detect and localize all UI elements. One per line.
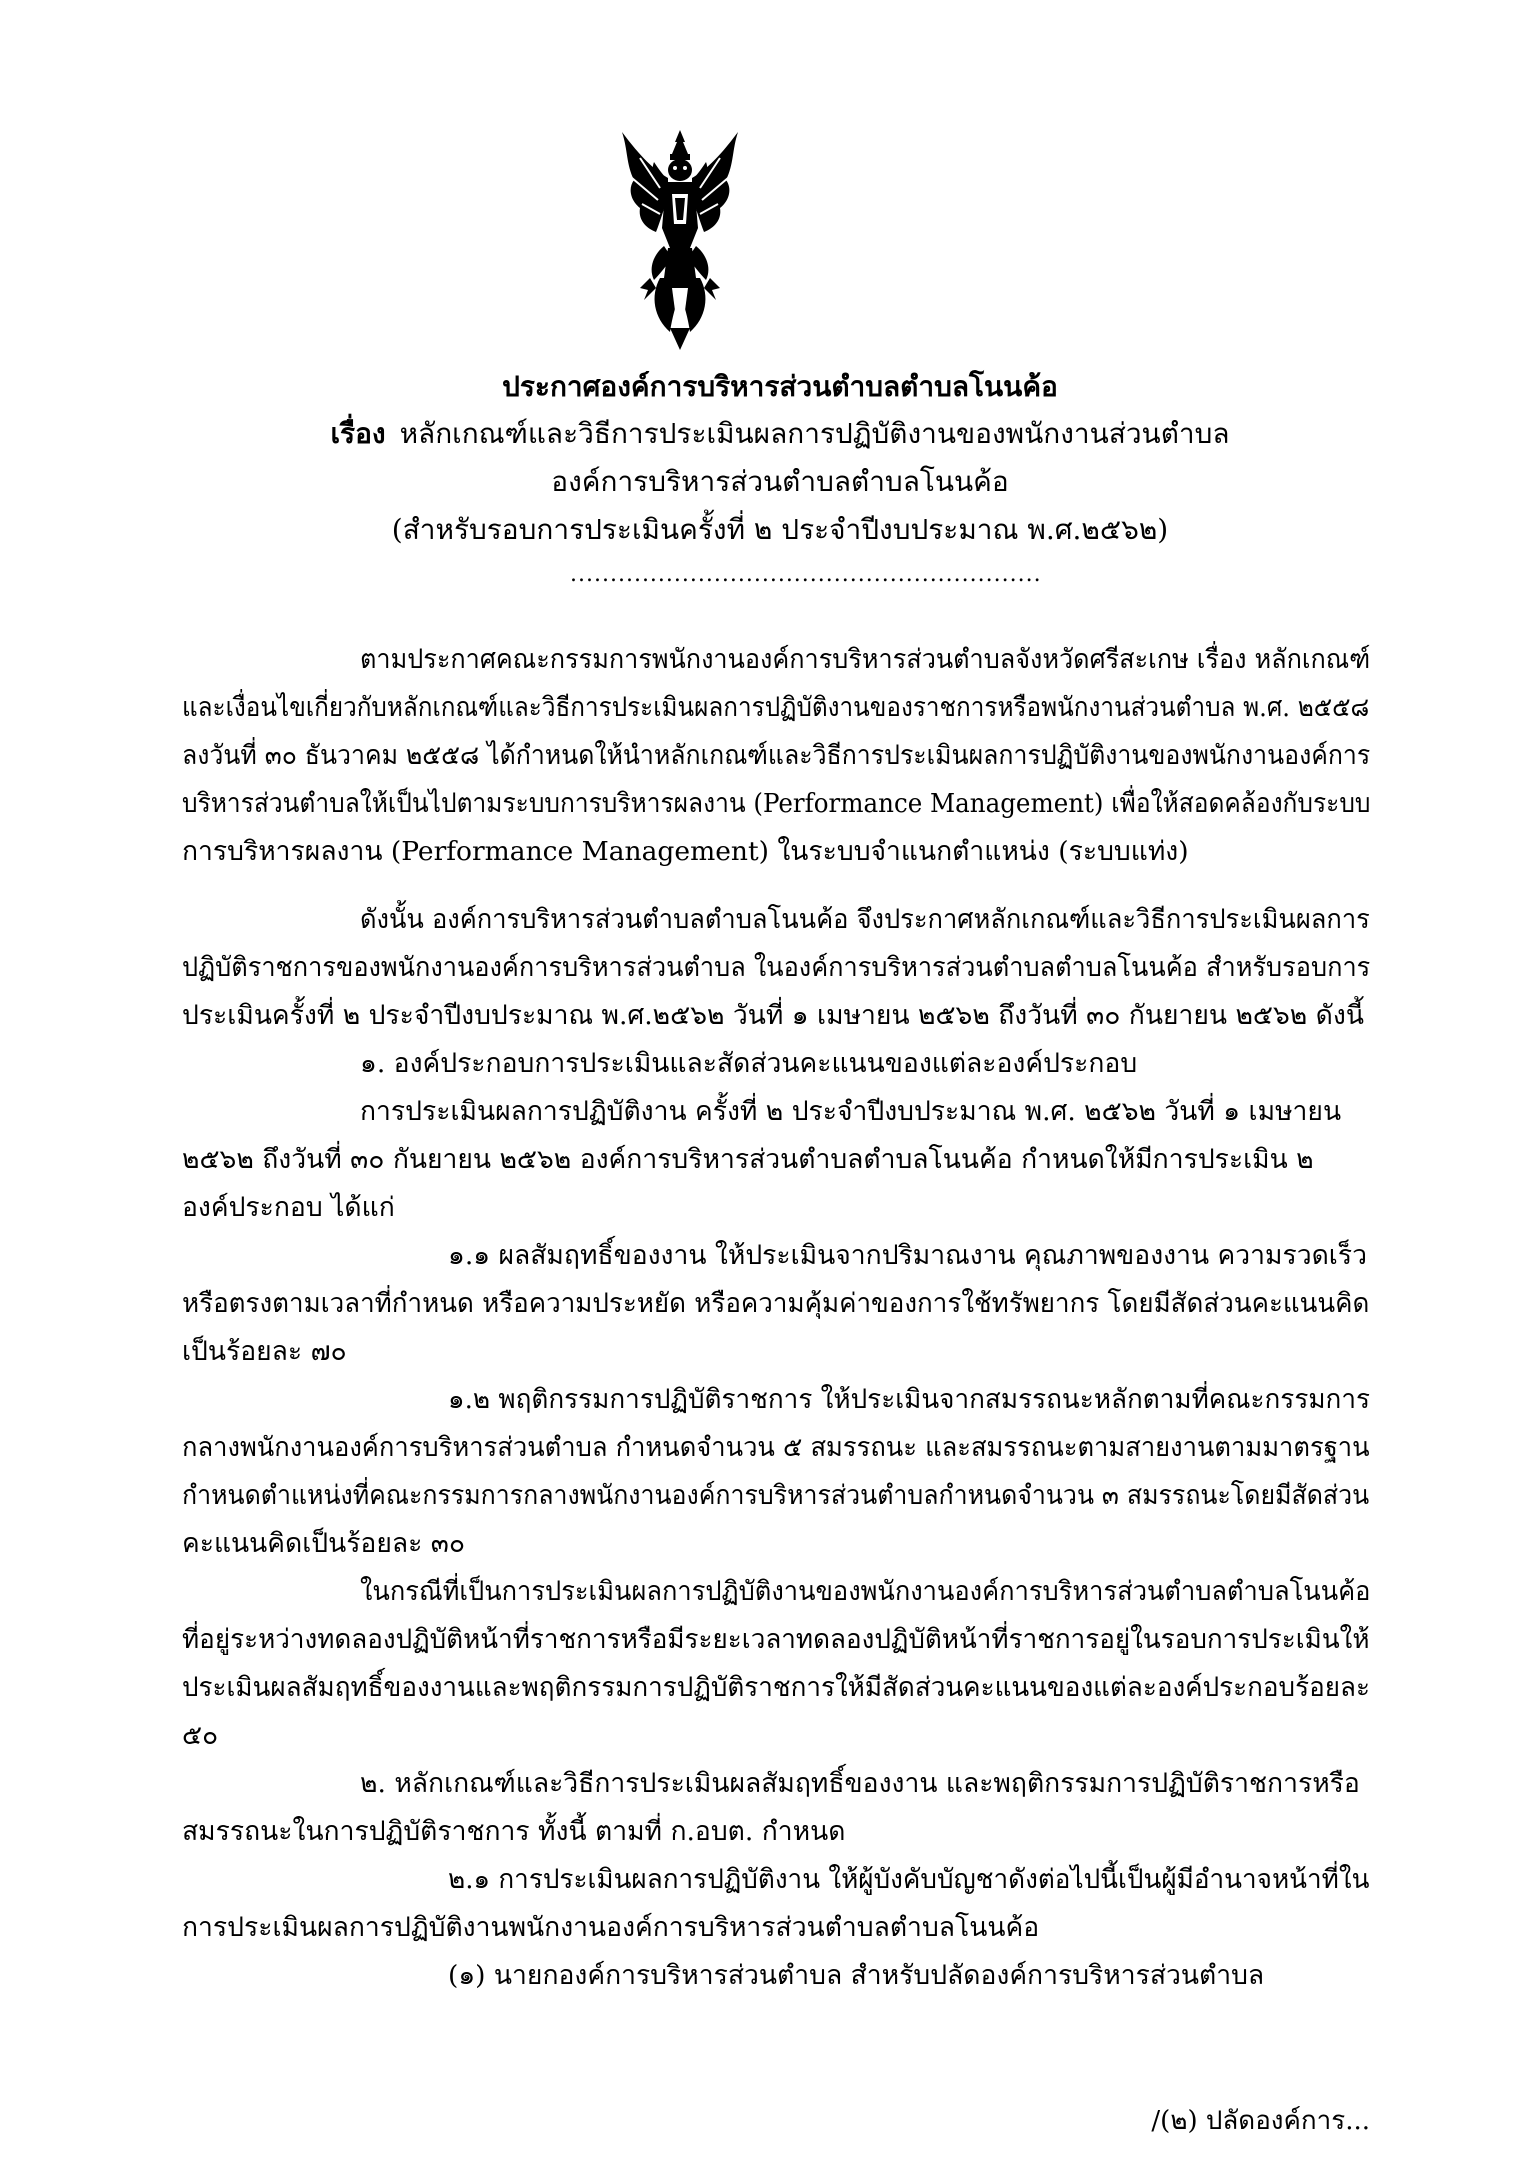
body-line: การประเมินผลการปฏิบัติงาน ครั้งที่ ๒ ประจำปีงบประมาณ พ.ศ. ๒๕๖๒ วันที่ ๑ เมษายน (360, 1096, 1342, 1127)
body-line: ปฏิบัติราชการของพนักงานองค์การบริหารส่วนตำบล ในองค์การบริหารส่วนตำบลตำบลโนนค้อ สำหรับรอบการ (182, 952, 1371, 983)
body-line: หรือตรงตามเวลาที่กำหนด หรือความประหยัด หรือความคุ้มค่าของการใช้ทรัพยากร โดยมีสัดส่วนคะแนนคิด (182, 1288, 1370, 1319)
document-title: ประกาศองค์การบริหารส่วนตำบลตำบลโนนค้อ (502, 370, 1058, 403)
body-line: เป็นร้อยละ ๗๐ (182, 1336, 347, 1367)
body-line: ตามประกาศคณะกรรมการพนักงานองค์การบริหารส่วนตำบลจังหวัดศรีสะเกษ เรื่อง หลักเกณฑ์ (360, 644, 1371, 675)
subject-line-2: องค์การบริหารส่วนตำบลตำบลโนนค้อ (551, 465, 1009, 498)
page-continuation-footer: /(๒) ปลัดองค์การ... (1151, 2106, 1370, 2136)
body-line: ในกรณีที่เป็นการประเมินผลการปฏิบัติงานของพนักงานองค์การบริหารส่วนตำบลตำบลโนนค้อ (360, 1576, 1371, 1607)
body-line: (๑) นายกองค์การบริหารส่วนตำบล สำหรับปลัดองค์การบริหารส่วนตำบล (448, 1960, 1265, 1991)
body-line: องค์ประกอบ ได้แก่ (182, 1192, 395, 1223)
body-line: ๑.๑ ผลสัมฤทธิ์ของงาน ให้ประเมินจากปริมาณงาน คุณภาพของงาน ความรวดเร็ว (448, 1240, 1367, 1271)
body-line: การบริหารผลงาน (Performance Management) ในระบบจำแนกตำแหน่ง (ระบบแท่ง) (182, 836, 1189, 867)
body-line: บริหารส่วนตำบลให้เป็นไปตามระบบการบริหารผลงาน (Performance Management) เพื่อให้สอดคล้องกับระบบ (182, 788, 1371, 819)
body-line: ๕๐ (182, 1720, 219, 1751)
subject-label: เรื่อง (330, 417, 386, 450)
body-line: ๒๕๖๒ ถึงวันที่ ๓๐ กันยายน ๒๕๖๒ องค์การบริหารส่วนตำบลตำบลโนนค้อ กำหนดให้มีการประเมิน ๒ (182, 1144, 1314, 1175)
body-line: ประเมินครั้งที่ ๒ ประจำปีงบประมาณ พ.ศ.๒๕๖๒ วันที่ ๑ เมษายน ๒๕๖๒ ถึงวันที่ ๓๐ กันยายน ๒๕๖๒ ดังนี้ (182, 1000, 1364, 1031)
body-line: ๑.๒ พฤติกรรมการปฏิบัติราชการ ให้ประเมินจากสมรรถนะหลักตามที่คณะกรรมการ (448, 1384, 1371, 1415)
body-line: การประเมินผลการปฏิบัติงานพนักงานองค์การบริหารส่วนตำบลตำบลโนนค้อ (182, 1912, 1040, 1943)
body-line: คะแนนคิดเป็นร้อยละ ๓๐ (182, 1528, 466, 1559)
subject-line-1 (180, 412, 1380, 456)
body-line: ๒. หลักเกณฑ์และวิธีการประเมินผลสัมฤทธิ์ของงาน และพฤติกรรมการปฏิบัติราชการหรือ (360, 1768, 1360, 1799)
separator-dots: ........................................................... (570, 562, 1042, 587)
subject-line-3: (สำหรับรอบการประเมินครั้งที่ ๒ ประจำปีงบประมาณ พ.ศ.๒๕๖๒) (391, 513, 1169, 546)
body-line: ดังนั้น องค์การบริหารส่วนตำบลตำบลโนนค้อ จึงประกาศหลักเกณฑ์และวิธีการประเมินผลการ (360, 904, 1370, 935)
body-line: ๑. องค์ประกอบการประเมินและสัดส่วนคะแนนของแต่ละองค์ประกอบ (360, 1048, 1138, 1079)
subject-text-1: หลักเกณฑ์และวิธีการประเมินผลการปฏิบัติงานของพนักงานส่วนตำบล (399, 417, 1230, 450)
garuda-emblem-icon (620, 128, 740, 352)
body-line: ประเมินผลสัมฤทธิ์ของงานและพฤติกรรมการปฏิบัติราชการให้มีสัดส่วนคะแนนของแต่ละองค์ประกอบร้อยละ (182, 1672, 1370, 1703)
body-line: ๒.๑ การประเมินผลการปฏิบัติงาน ให้ผู้บังคับบัญชาดังต่อไปนี้เป็นผู้มีอำนาจหน้าที่ใน (448, 1864, 1370, 1895)
body-line: กลางพนักงานองค์การบริหารส่วนตำบล กำหนดจำนวน ๕ สมรรถนะ และสมรรถนะตามสายงานตามมาตรฐาน (182, 1432, 1370, 1463)
body-line: ลงวันที่ ๓๐ ธันวาคม ๒๕๕๘ ได้กำหนดให้นำหลักเกณฑ์และวิธีการประเมินผลการปฏิบัติงานของพนักงานองค์การ (182, 740, 1371, 771)
body-line: กำหนดตำแหน่งที่คณะกรรมการกลางพนักงานองค์การบริหารส่วนตำบลกำหนดจำนวน ๓ สมรรถนะโดยมีสัดส่วน (182, 1480, 1370, 1511)
body-line: สมรรถนะในการปฏิบัติราชการ ทั้งนี้ ตามที่ ก.อบต. กำหนด (182, 1816, 846, 1847)
body-line: ที่อยู่ระหว่างทดลองปฏิบัติหน้าที่ราชการหรือมีระยะเวลาทดลองปฏิบัติหน้าที่ราชการอยู่ในรอบการประเมินให้ (182, 1624, 1370, 1655)
body-line: และเงื่อนไขเกี่ยวกับหลักเกณฑ์และวิธีการประเมินผลการปฏิบัติงานของราชการหรือพนักงานส่วนตำบล พ.ศ. ๒๕๕๘ (182, 692, 1370, 723)
